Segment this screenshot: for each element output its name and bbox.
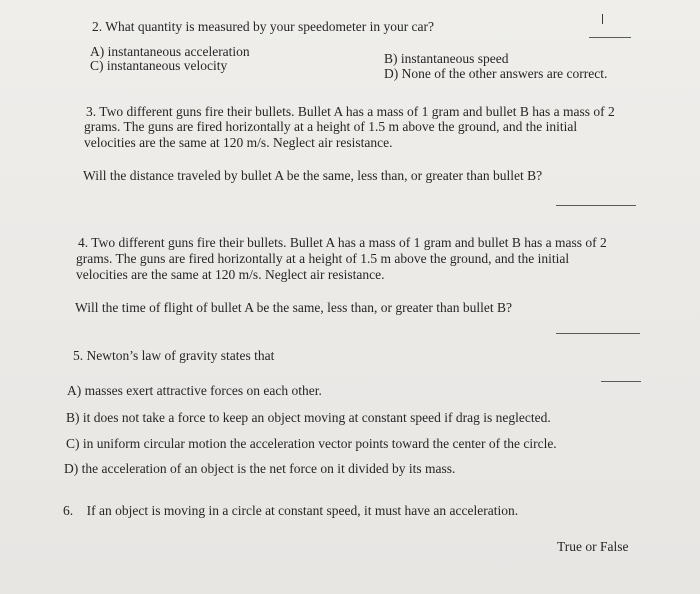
q3-number: 3.: [86, 104, 97, 119]
q2-prompt: [92, 19, 434, 34]
q3-line-3: velocities are the same at 120 m/s. Neglect air resistance.: [84, 135, 393, 150]
q6-text: If an object is moving in a circle at constant speed, it must have an acceleration.: [86, 503, 519, 518]
q3-line-1: [86, 104, 615, 119]
q4-line-3: velocities are the same at 120 m/s. Neglect air resistance.: [76, 267, 385, 282]
q2-answer-blank[interactable]: [589, 37, 631, 38]
q4-number: 4.: [78, 235, 89, 250]
q6-number: 6.: [63, 503, 74, 518]
q3-answer-blank[interactable]: [556, 205, 636, 206]
q5-number: 5.: [73, 348, 84, 363]
q2-option-b[interactable]: B) instantaneous speed: [384, 51, 509, 66]
q5-answer-blank[interactable]: [601, 381, 641, 382]
q6-prompt: [63, 503, 518, 518]
q5-option-b[interactable]: B) it does not take a force to keep an object moving at constant speed if drag is neglected.: [66, 410, 551, 425]
q2-text: What quantity is measured by your speedometer in your car?: [105, 19, 435, 34]
q2-number: 2.: [92, 19, 103, 34]
q5-prompt: [73, 348, 274, 363]
q5-option-c[interactable]: C) in uniform circular motion the acceleration vector points toward the center of the circle.: [66, 436, 557, 451]
q4-line-1: [78, 235, 607, 250]
q3-question: Will the distance traveled by bullet A be the same, less than, or greater than bullet B?: [83, 168, 543, 183]
q4-line-2: grams. The guns are fired horizontally at a height of 1.5 m above the ground, and the initial: [76, 251, 570, 266]
q5-text: Newton’s law of gravity states that: [86, 348, 275, 363]
q6-true-or-false[interactable]: True or False: [557, 539, 629, 554]
q3-text-1: Two different guns fire their bullets. Bullet A has a mass of 1 gram and bullet B has a mass of 2: [99, 104, 615, 119]
q2-cursor-mark: [602, 14, 603, 24]
q5-option-a[interactable]: A) masses exert attractive forces on each other.: [67, 383, 322, 398]
q4-question: Will the time of flight of bullet A be the same, less than, or greater than bullet B?: [75, 300, 512, 315]
q4-text-1: Two different guns fire their bullets. Bullet A has a mass of 1 gram and bullet B has a mass of 2: [91, 235, 607, 250]
q2-option-c[interactable]: C) instantaneous velocity: [90, 58, 228, 73]
q5-option-d[interactable]: D) the acceleration of an object is the net force on it divided by its mass.: [64, 461, 456, 476]
q2-option-a[interactable]: A) instantaneous acceleration: [90, 44, 250, 59]
q4-answer-blank[interactable]: [556, 333, 640, 334]
q3-line-2: grams. The guns are fired horizontally at a height of 1.5 m above the ground, and the initial: [84, 119, 578, 134]
q2-option-d[interactable]: D) None of the other answers are correct.: [384, 66, 608, 81]
